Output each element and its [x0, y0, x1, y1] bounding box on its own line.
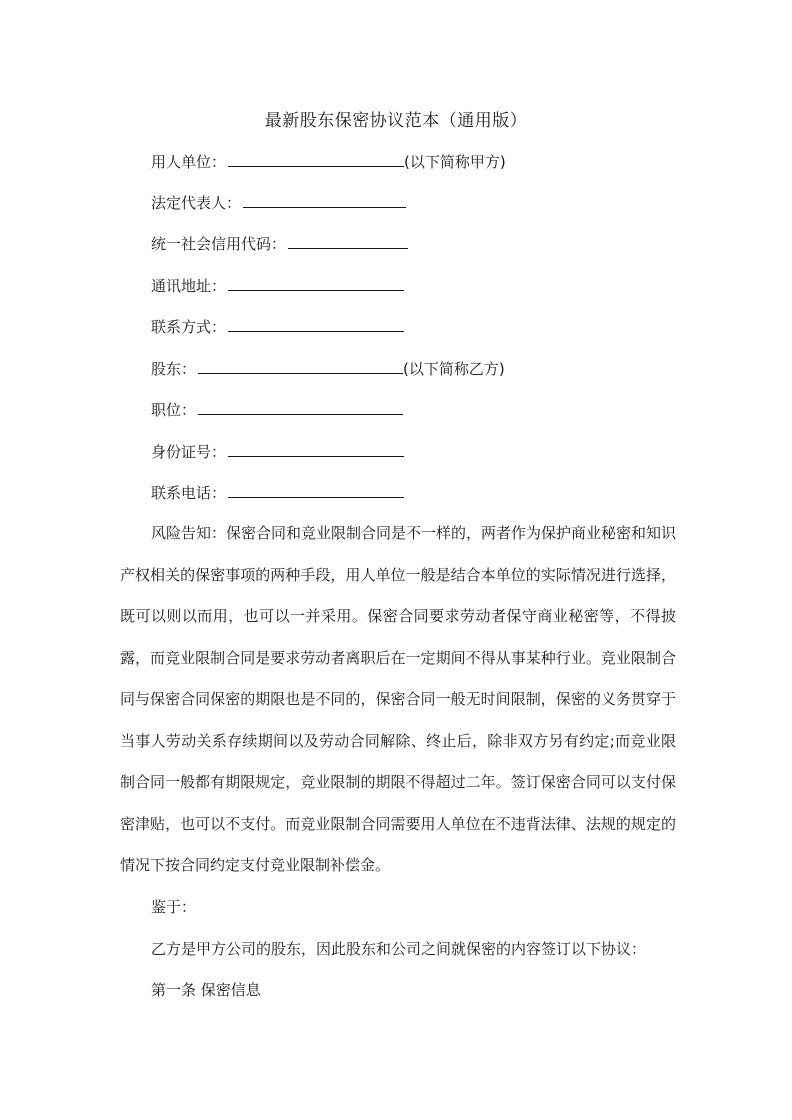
field-contact-method	[151, 314, 404, 336]
blank-line[interactable]	[243, 190, 406, 208]
document-title: 最新股东保密协议范本（通用版）	[264, 111, 528, 131]
blank-line[interactable]	[288, 231, 408, 249]
risk-notice-paragraph: 风险告知：保密合同和竞业限制合同是不一样的，两者作为保护商业秘密和知识产权相关的保密事项的两种手段，用人单位一般是结合本单位的实际情况进行选择，既可以则以而用，也可以一并采用。保密合同要求劳动者保守商业秘密等，不得披露，而竞业限制合同是要求劳动者离职后在一定期间不得从事某种行业。竞业限制合同与保密合同保密的期限也是不同的，保密合同一般无时间限制，保密的义务贯穿于当事人劳动关系存续期间以及劳动合同解除、终止后，除非双方另有约定;而竞业限制合同一般都有期限规定，竞业限制的期限不得超过二年。签订保密合同可以支付保密津贴，也可以不支付。而竞业限制合同需要用人单位在不违背法律、法规的规定的情况下按合同约定支付竞业限制补偿金。	[120, 524, 677, 874]
field-label: 统一社会信用代码：	[151, 235, 287, 253]
field-label: 用人单位：	[151, 153, 227, 171]
field-credit-code	[151, 231, 408, 253]
blank-line[interactable]	[228, 314, 404, 332]
blank-line[interactable]	[198, 356, 403, 374]
field-label: 职位：	[151, 401, 197, 419]
whereas-heading: 鉴于：	[151, 898, 197, 916]
field-label: 通讯地址：	[151, 277, 227, 295]
field-id-number	[151, 439, 404, 461]
field-address	[151, 273, 404, 295]
agreement-intro: 乙方是甲方公司的股东，因此股东和公司之间就保密的内容签订以下协议：	[151, 940, 647, 958]
field-employer	[151, 149, 506, 171]
field-label: 股东：	[151, 360, 197, 378]
blank-line[interactable]	[228, 273, 404, 291]
field-label: 身份证号：	[151, 443, 227, 461]
blank-line[interactable]	[228, 149, 404, 167]
field-suffix: (以下简称甲方)	[404, 153, 506, 171]
blank-line[interactable]	[228, 480, 404, 498]
field-legal-representative	[151, 190, 406, 212]
blank-line[interactable]	[198, 397, 403, 415]
field-label: 联系电话：	[151, 484, 227, 502]
field-label: 法定代表人：	[151, 194, 242, 212]
blank-line[interactable]	[228, 439, 404, 457]
field-position	[151, 397, 403, 419]
field-suffix: (以下简称乙方)	[403, 360, 505, 378]
field-label: 联系方式：	[151, 318, 227, 336]
field-phone	[151, 480, 404, 502]
article-1-heading: 第一条 保密信息	[151, 981, 261, 999]
field-shareholder	[151, 356, 505, 378]
